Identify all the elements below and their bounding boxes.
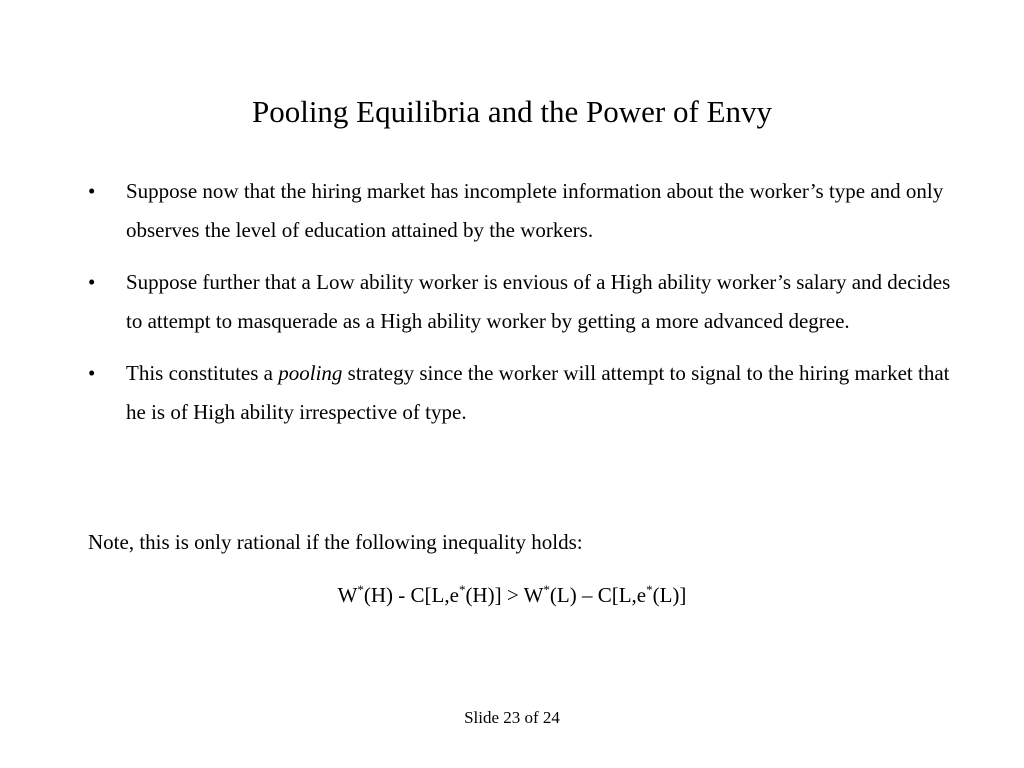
bullet-marker: •: [88, 270, 96, 294]
eq-w-high: W: [337, 583, 358, 607]
slide-number: Slide 23 of 24: [464, 708, 560, 727]
bullet-item-1: [88, 172, 968, 250]
bullet-item-3: [88, 354, 968, 432]
bullet-text: Suppose further that a Low ability worker is envious of a High ability worker’s salary and decides to attempt to masquerade as a High ability worker by getting a more advanced degree.: [126, 270, 951, 333]
bullet-text: [126, 361, 950, 424]
bullet-item-2: [88, 263, 968, 341]
eq-part-1: (H) - C[L,e: [363, 583, 459, 607]
bullet-text-after: strategy since the worker will attempt to signal to the hiring market that he is of High ability irrespective of type.: [126, 361, 950, 424]
bullet-list: [88, 172, 968, 445]
eq-part-4: (L)]: [652, 583, 687, 607]
eq-part-2: (H)]: [465, 583, 502, 607]
eq-star: *: [458, 582, 466, 597]
bullet-text: Suppose now that the hiring market has incomplete information about the worker’s type and only observes the level of education attained by the workers.: [126, 179, 944, 242]
inequality-equation: [0, 576, 1024, 615]
eq-greater-than: >: [501, 583, 524, 607]
eq-part-3: (L) – C[L,e: [549, 583, 647, 607]
pooling-emphasis: pooling: [278, 361, 343, 385]
eq-w-low: W: [523, 583, 544, 607]
eq-star: *: [543, 582, 550, 597]
bullet-marker: •: [88, 361, 96, 385]
note-text: Note, this is only rational if the following inequality holds:: [88, 530, 583, 554]
eq-star: *: [646, 582, 653, 597]
slide-title: Pooling Equilibria and the Power of Envy: [251, 94, 773, 129]
bullet-text-before: This constitutes a: [126, 361, 279, 385]
eq-star: *: [357, 582, 364, 597]
bullet-marker: •: [88, 179, 96, 203]
